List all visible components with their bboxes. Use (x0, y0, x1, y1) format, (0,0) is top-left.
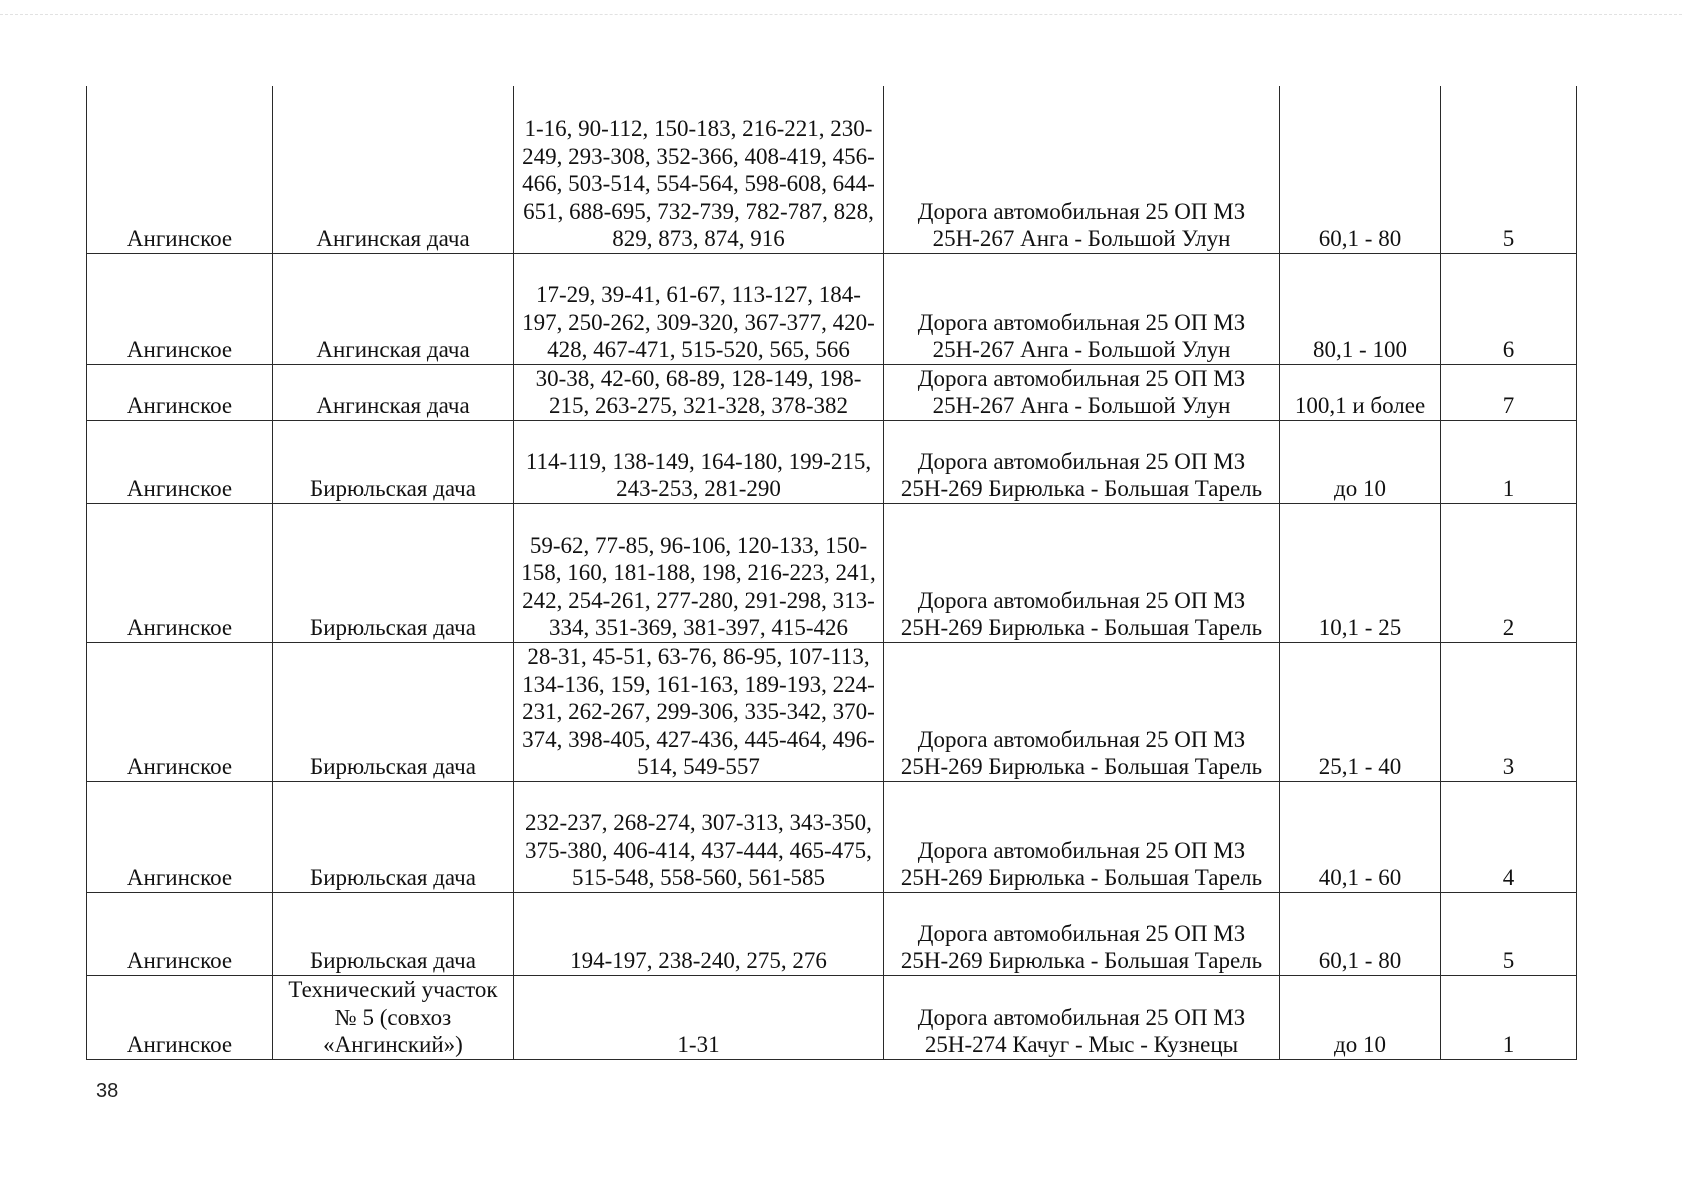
forestry-cell: Бирюльская дача (273, 642, 514, 781)
class-cell: 5 (1441, 86, 1577, 253)
forestry-cell: Бирюльская дача (273, 503, 514, 642)
settlement-cell: Ангинское (87, 420, 273, 503)
road-cell: Дорога автомобильная 25 ОП МЗ 25Н-269 Бирюлька - Большая Тарель (884, 503, 1280, 642)
quarters-cell: 28-31, 45-51, 63-76, 86-95, 107-113, 134-136, 159, 161-163, 189-193, 224-231, 262-267, 299-306, 335-342, 370-374, 398-405, 427-436, 445-464, 496-514, 549-557 (514, 642, 884, 781)
class-cell: 1 (1441, 975, 1577, 1059)
settlement-cell: Ангинское (87, 781, 273, 892)
road-cell: Дорога автомобильная 25 ОП МЗ 25Н-274 Качуг - Мыс - Кузнецы (884, 975, 1280, 1059)
distance-cell: до 10 (1280, 975, 1441, 1059)
class-cell: 7 (1441, 364, 1577, 420)
forestry-cell: Бирюльская дача (273, 781, 514, 892)
page-number: 38 (96, 1080, 119, 1102)
quarters-cell: 59-62, 77-85, 96-106, 120-133, 150-158, 160, 181-188, 198, 216-223, 241, 242, 254-261, 277-280, 291-298, 313-334, 351-369, 381-397, 415-426 (514, 503, 884, 642)
distance-cell: 80,1 - 100 (1280, 253, 1441, 364)
forestry-cell: Бирюльская дача (273, 420, 514, 503)
class-cell: 2 (1441, 503, 1577, 642)
distance-cell: 40,1 - 60 (1280, 781, 1441, 892)
forestry-cell: Ангинская дача (273, 253, 514, 364)
road-cell: Дорога автомобильная 25 ОП МЗ 25Н-267 Анга - Большой Улун (884, 364, 1280, 420)
table-row (87, 86, 1577, 253)
table-row (87, 364, 1577, 420)
table-row (87, 503, 1577, 642)
table-row (87, 420, 1577, 503)
distance-cell: 100,1 и более (1280, 364, 1441, 420)
forestry-cell: Технический участок № 5 (совхоз «Ангинский») (273, 975, 514, 1059)
distance-cell: 60,1 - 80 (1280, 86, 1441, 253)
settlement-cell: Ангинское (87, 86, 273, 253)
table-row (87, 781, 1577, 892)
settlement-cell: Ангинское (87, 503, 273, 642)
quarters-cell: 114-119, 138-149, 164-180, 199-215, 243-253, 281-290 (514, 420, 884, 503)
table-row (87, 975, 1577, 1059)
forestry-cell: Ангинская дача (273, 86, 514, 253)
distance-cell: 60,1 - 80 (1280, 892, 1441, 975)
forestry-cell: Бирюльская дача (273, 892, 514, 975)
quarters-cell: 1-31 (514, 975, 884, 1059)
road-cell: Дорога автомобильная 25 ОП МЗ 25Н-267 Анга - Большой Улун (884, 253, 1280, 364)
scan-edge (0, 0, 1682, 15)
distance-cell: 10,1 - 25 (1280, 503, 1441, 642)
class-cell: 5 (1441, 892, 1577, 975)
class-cell: 3 (1441, 642, 1577, 781)
table-row (87, 642, 1577, 781)
class-cell: 1 (1441, 420, 1577, 503)
quarters-cell: 232-237, 268-274, 307-313, 343-350, 375-380, 406-414, 437-444, 465-475, 515-548, 558-560, 561-585 (514, 781, 884, 892)
road-cell: Дорога автомобильная 25 ОП МЗ 25Н-269 Бирюлька - Большая Тарель (884, 642, 1280, 781)
settlement-cell: Ангинское (87, 253, 273, 364)
quarters-cell: 194-197, 238-240, 275, 276 (514, 892, 884, 975)
quarters-cell: 17-29, 39-41, 61-67, 113-127, 184-197, 250-262, 309-320, 367-377, 420-428, 467-471, 515-520, 565, 566 (514, 253, 884, 364)
road-cell: Дорога автомобильная 25 ОП МЗ 25Н-267 Анга - Большой Улун (884, 86, 1280, 253)
settlement-cell: Ангинское (87, 642, 273, 781)
road-cell: Дорога автомобильная 25 ОП МЗ 25Н-269 Бирюлька - Большая Тарель (884, 420, 1280, 503)
quarters-cell: 1-16, 90-112, 150-183, 216-221, 230-249, 293-308, 352-366, 408-419, 456-466, 503-514, 554-564, 598-608, 644-651, 688-695, 732-739, 782-787, 828, 829, 873, 874, 916 (514, 86, 884, 253)
table-row (87, 253, 1577, 364)
settlement-cell: Ангинское (87, 975, 273, 1059)
forestry-cell: Ангинская дача (273, 364, 514, 420)
road-cell: Дорога автомобильная 25 ОП МЗ 25Н-269 Бирюлька - Большая Тарель (884, 892, 1280, 975)
distance-cell: 25,1 - 40 (1280, 642, 1441, 781)
class-cell: 6 (1441, 253, 1577, 364)
forest-quarters-table (86, 86, 1577, 1060)
settlement-cell: Ангинское (87, 892, 273, 975)
distance-cell: до 10 (1280, 420, 1441, 503)
class-cell: 4 (1441, 781, 1577, 892)
table-row (87, 892, 1577, 975)
quarters-cell: 30-38, 42-60, 68-89, 128-149, 198-215, 263-275, 321-328, 378-382 (514, 364, 884, 420)
road-cell: Дорога автомобильная 25 ОП МЗ 25Н-269 Бирюлька - Большая Тарель (884, 781, 1280, 892)
settlement-cell: Ангинское (87, 364, 273, 420)
